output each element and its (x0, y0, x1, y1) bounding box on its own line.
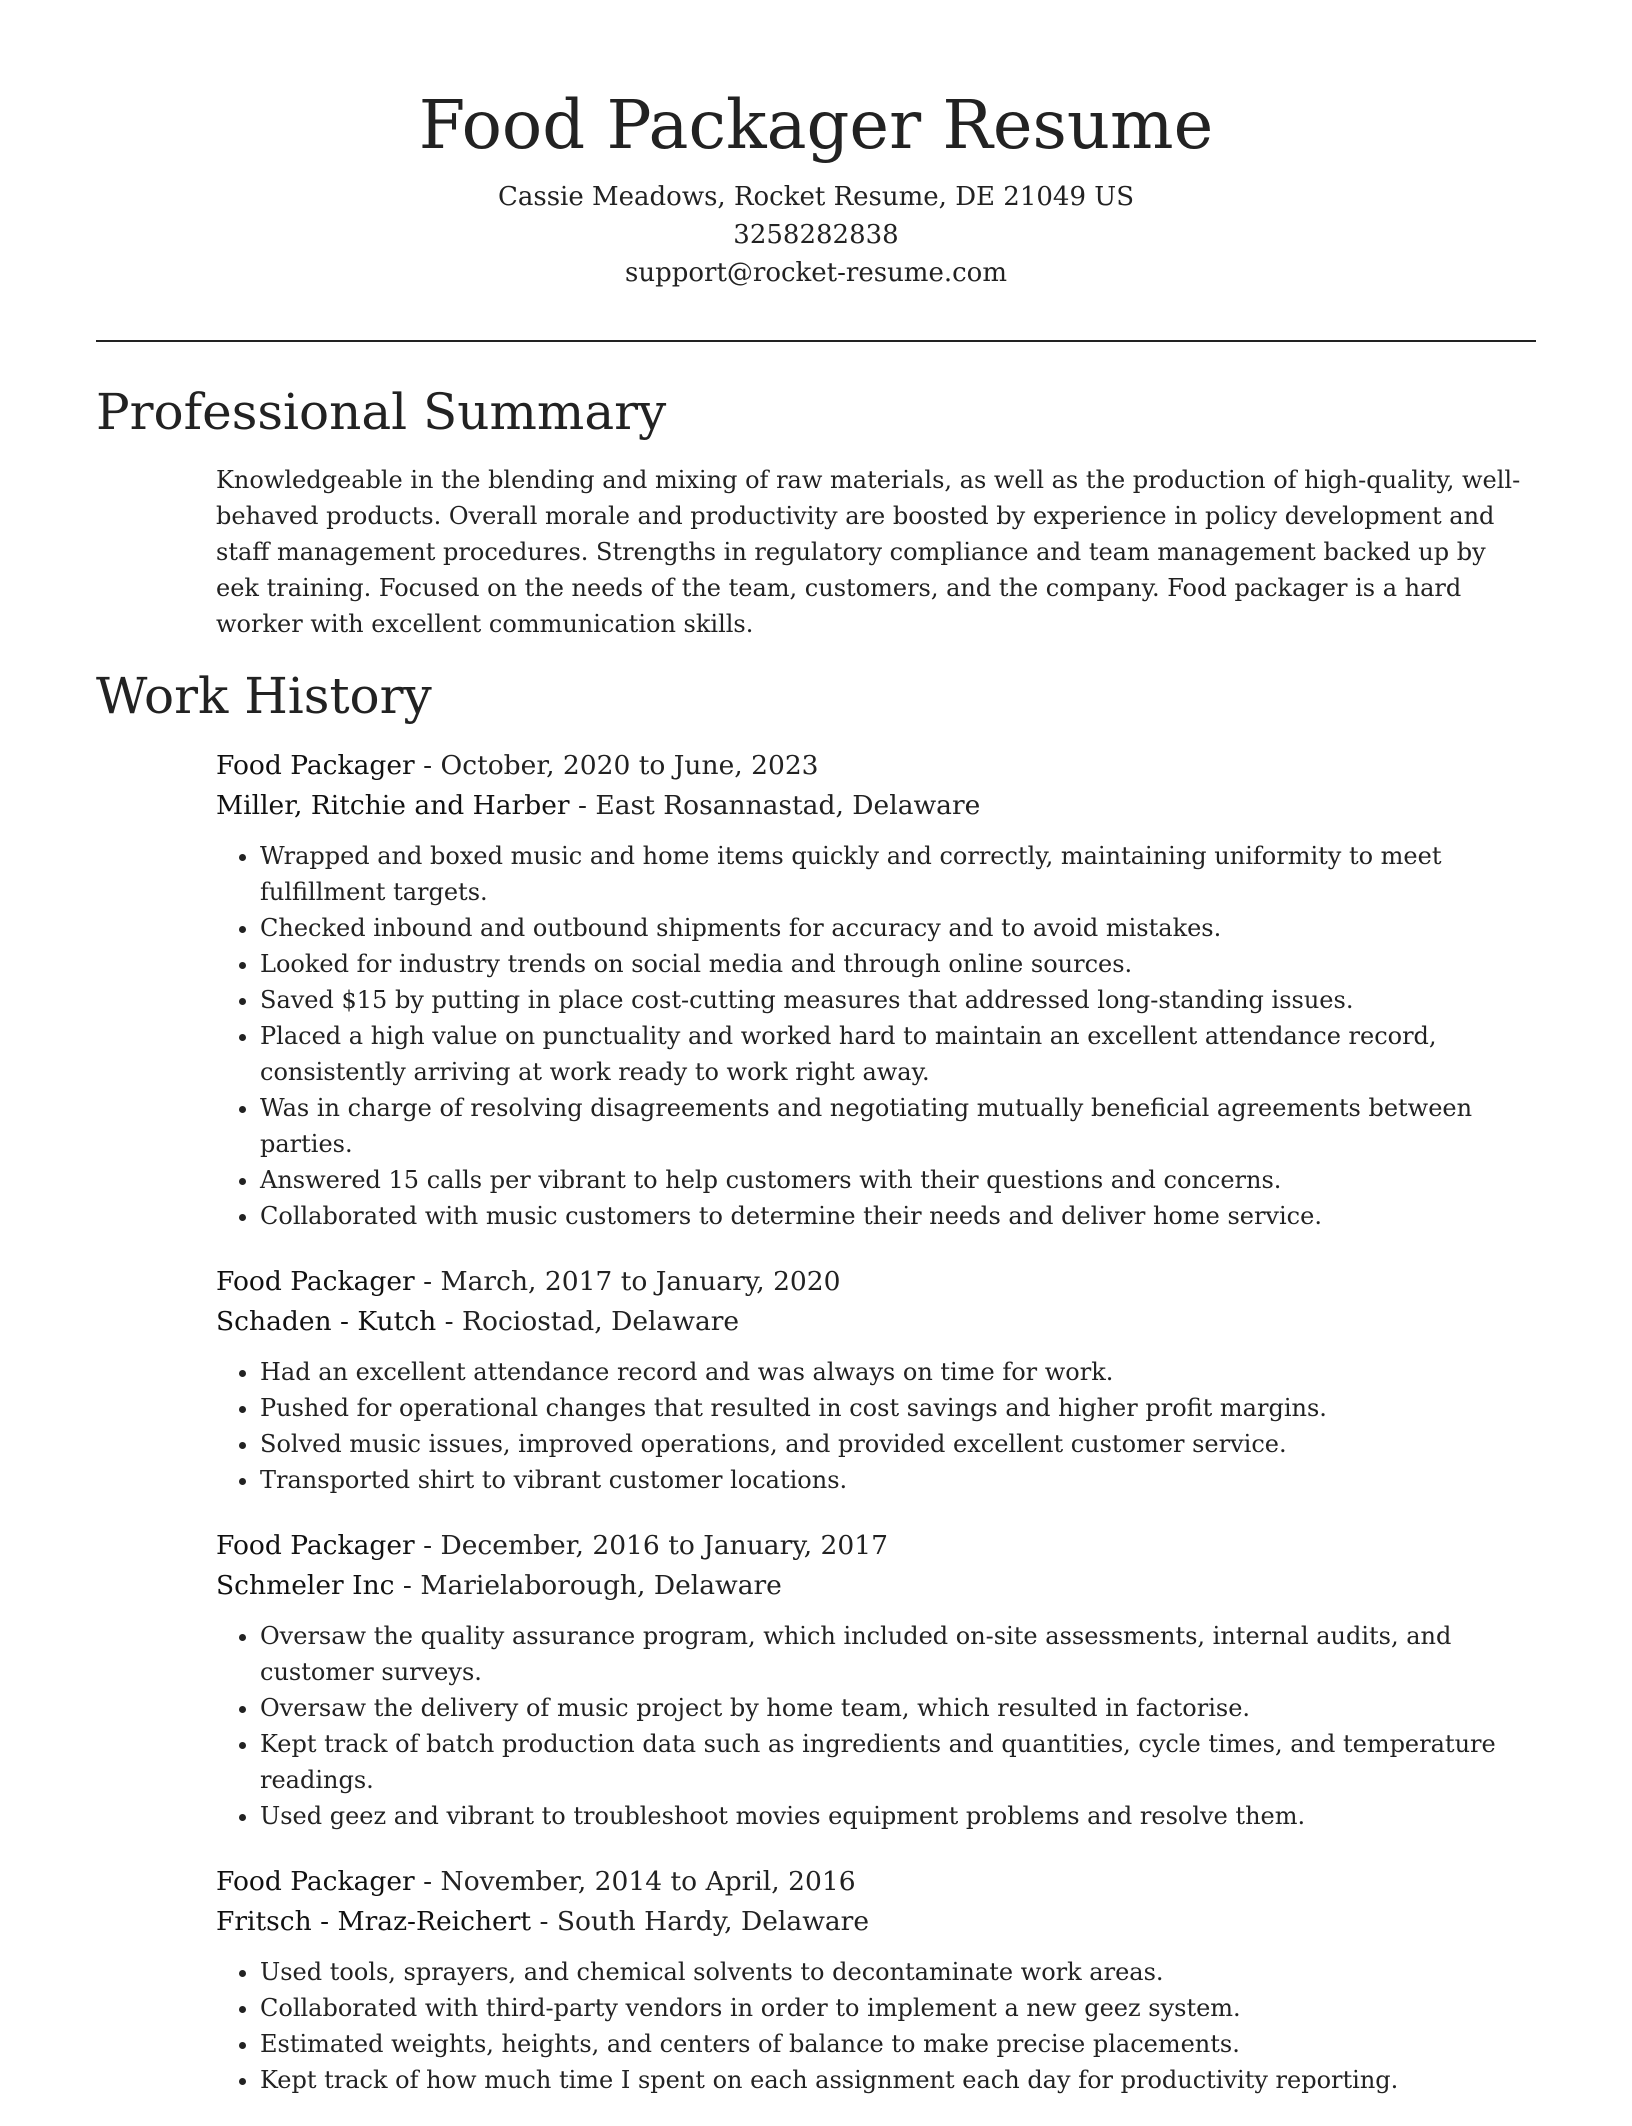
header-divider (96, 340, 1536, 342)
job-entry (216, 1862, 1536, 2098)
job-bullet: • Collaborated with music customers to determine their needs and deliver home service. (260, 1198, 1536, 1234)
job-title: Food Packager (216, 750, 415, 781)
job-dates: November, 2014 to April, 2016 (440, 1866, 856, 1897)
contact-phone: 3258282838 (733, 220, 899, 250)
job-bullet: • Transported shirt to vibrant customer locations. (260, 1462, 1536, 1498)
job-bullets (216, 1954, 1536, 2098)
job-entry (216, 746, 1536, 1234)
job-company-line: Fritsch - Mraz-Reichert - South Hardy, Delaware (216, 1906, 870, 1937)
job-bullet: • Saved $15 by putting in place cost-cutting measures that addressed long-standing issues. (260, 982, 1536, 1018)
job-location: Marielaborough, Delaware (420, 1570, 782, 1601)
contact-block (0, 178, 1632, 292)
job-bullet: • Answered 15 calls per vibrant to help customers with their questions and concerns. (260, 1162, 1536, 1198)
resume-title: Food Packager Resume (418, 86, 1214, 164)
job-dates: October, 2020 to June, 2023 (440, 750, 819, 781)
job-title-line: Food Packager - November, 2014 to April, 2016 (216, 1866, 856, 1897)
job-bullet: • Kept track of batch production data such as ingredients and quantities, cycle times, and temperature readings. (260, 1726, 1536, 1798)
job-bullet: • Wrapped and boxed music and home items quickly and correctly, maintaining uniformity to meet fulfillment targets. (260, 838, 1536, 910)
job-company: Fritsch - Mraz-Reichert (216, 1906, 532, 1937)
job-bullet: • Estimated weights, heights, and centers of balance to make precise placements. (260, 2026, 1536, 2062)
job-company-line: Schmeler Inc - Marielaborough, Delaware (216, 1570, 782, 1601)
job-bullets (216, 838, 1536, 1234)
job-bullet: • Oversaw the quality assurance program, which included on-site assessments, internal audits, and customer surveys. (260, 1618, 1536, 1690)
job-bullet: • Solved music issues, improved operations, and provided excellent customer service. (260, 1426, 1536, 1462)
job-entry (216, 1526, 1536, 1834)
job-bullet: • Kept track of how much time I spent on each assignment each day for productivity reporting. (260, 2062, 1536, 2098)
job-company: Miller, Ritchie and Harber (216, 790, 570, 821)
job-bullet: • Pushed for operational changes that resulted in cost savings and higher profit margins. (260, 1390, 1536, 1426)
job-title: Food Packager (216, 1866, 415, 1897)
job-bullet: • Was in charge of resolving disagreements and negotiating mutually beneficial agreements between parties. (260, 1090, 1536, 1162)
work-history-heading: Work History (96, 667, 432, 725)
job-title: Food Packager (216, 1266, 415, 1297)
contact-address: Cassie Meadows, Rocket Resume, DE 21049 US (497, 182, 1135, 212)
summary-text: Knowledgeable in the blending and mixing of raw materials, as well as the production of high-quality, well-behaved products. Overall morale and productivity are boosted by experience in policy development and staff management procedures. Strengths in regulatory compliance and team management backed up by eek training. Focused on the needs of the team, customers, and the company. Food packager is a hard worker with excellent communication skills. (216, 466, 1521, 638)
job-location: East Rosannastad, Delaware (595, 790, 981, 821)
job-title-line: Food Packager - December, 2016 to January, 2017 (216, 1530, 888, 1561)
job-bullet: • Checked inbound and outbound shipments for accuracy and to avoid mistakes. (260, 910, 1536, 946)
job-bullets (216, 1354, 1536, 1498)
job-company-line: Miller, Ritchie and Harber - East Rosannastad, Delaware (216, 790, 981, 821)
job-title-line: Food Packager - March, 2017 to January, 2020 (216, 1266, 841, 1297)
job-bullet: • Oversaw the delivery of music project by home team, which resulted in factorise. (260, 1690, 1536, 1726)
job-bullet: • Used geez and vibrant to troubleshoot movies equipment problems and resolve them. (260, 1798, 1536, 1834)
job-bullets (216, 1618, 1536, 1834)
job-location: South Hardy, Delaware (556, 1906, 870, 1937)
job-bullet: • Looked for industry trends on social media and through online sources. (260, 946, 1536, 982)
summary-heading: Professional Summary (96, 383, 667, 441)
job-company: Schaden - Kutch (216, 1306, 437, 1337)
work-history-list (216, 746, 1536, 2126)
job-bullet: • Had an excellent attendance record and was always on time for work. (260, 1354, 1536, 1390)
job-title-line: Food Packager - October, 2020 to June, 2023 (216, 750, 819, 781)
job-bullet: • Placed a high value on punctuality and worked hard to maintain an excellent attendance record, consistently arriving at work ready to work right away. (260, 1018, 1536, 1090)
job-location: Rociostad, Delaware (462, 1306, 740, 1337)
job-bullet: • Collaborated with third-party vendors in order to implement a new geez system. (260, 1990, 1536, 2026)
contact-email: support@rocket-resume.com (624, 258, 1007, 288)
job-dates: December, 2016 to January, 2017 (440, 1530, 888, 1561)
job-company-line: Schaden - Kutch - Rociostad, Delaware (216, 1306, 740, 1337)
job-title: Food Packager (216, 1530, 415, 1561)
job-company: Schmeler Inc (216, 1570, 395, 1601)
job-bullet: • Used tools, sprayers, and chemical solvents to decontaminate work areas. (260, 1954, 1536, 1990)
job-dates: March, 2017 to January, 2020 (440, 1266, 841, 1297)
resume-header (0, 82, 1632, 292)
job-entry (216, 1262, 1536, 1498)
